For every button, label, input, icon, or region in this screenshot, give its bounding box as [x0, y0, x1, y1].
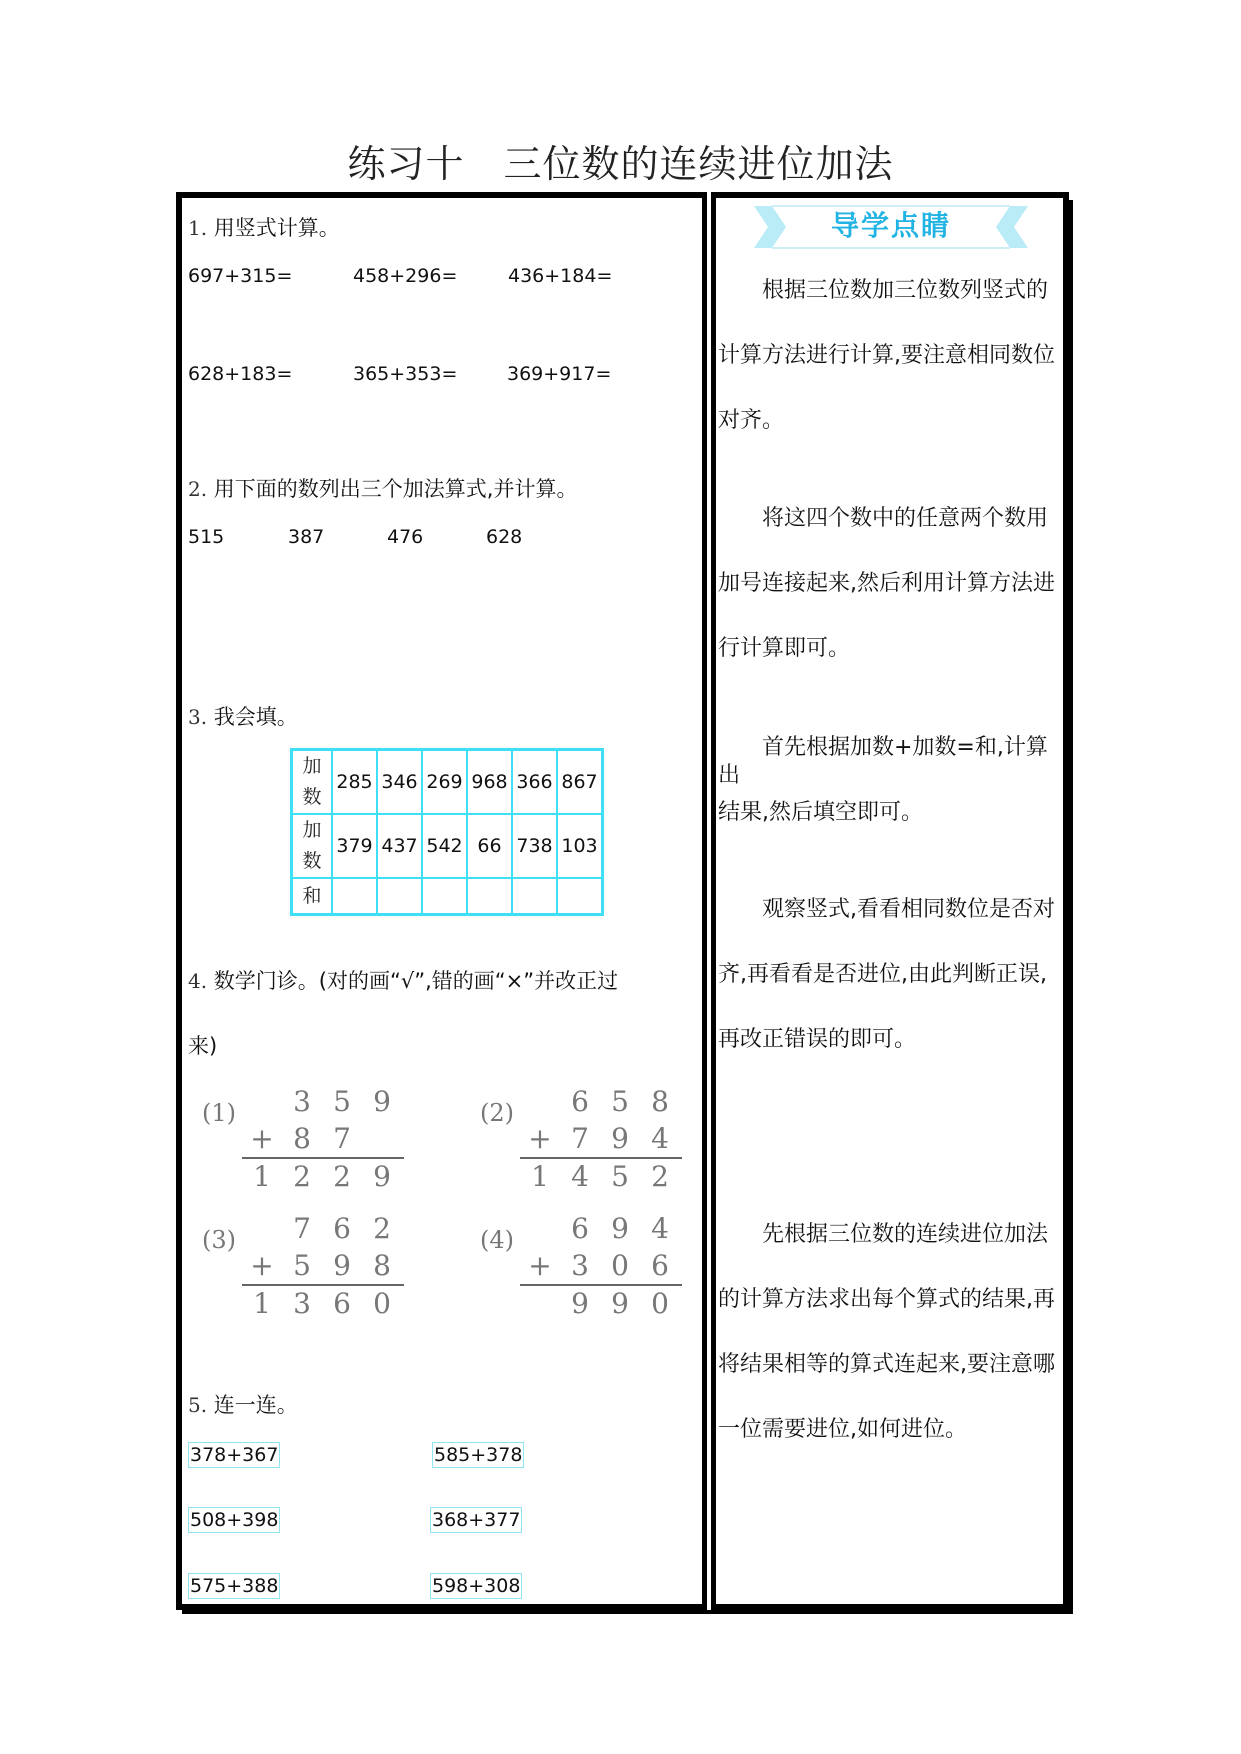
q1-expr: 458+296= — [353, 265, 458, 287]
problem-label: (1) — [202, 1099, 236, 1127]
digit: 0 — [611, 1249, 629, 1282]
q2-number: 387 — [288, 526, 325, 548]
guide-line: 再改正错误的即可。 — [718, 1027, 917, 1052]
guide-line: 齐,再看看是否进位,由此判断正误, — [718, 962, 1047, 987]
digit: 4 — [651, 1122, 669, 1155]
row-header-addend: 加 数 — [292, 814, 333, 878]
guide-line: 将这四个数中的任意两个数用 — [718, 506, 1049, 531]
table-cell: 285 — [332, 750, 377, 815]
q1-heading: 1. 用竖式计算。 — [188, 216, 340, 240]
digit: 7 — [333, 1122, 351, 1155]
table-cell: 366 — [512, 750, 557, 815]
digit: 2 — [651, 1160, 669, 1193]
table-cell: 542 — [422, 814, 467, 878]
plus-sign: + — [250, 1122, 274, 1155]
digit: 6 — [333, 1212, 351, 1245]
problem-label: (2) — [480, 1099, 514, 1127]
frame-shadow-right — [1069, 200, 1073, 1614]
guide-line: 的计算方法求出每个算式的结果,再 — [718, 1287, 1055, 1312]
digit: 3 — [571, 1249, 589, 1282]
problem-label: (3) — [202, 1226, 236, 1254]
match-right-expr[interactable]: 585+378 — [434, 1444, 523, 1466]
q2-number: 476 — [387, 526, 424, 548]
plus-sign: + — [528, 1122, 552, 1155]
q1-expr: 365+353= — [353, 363, 458, 385]
frame-shadow-bottom — [182, 1610, 1073, 1614]
table-cell: 867 — [557, 750, 603, 815]
digit: 9 — [611, 1212, 629, 1245]
guide-line: 先根据三位数的连续进位加法 — [718, 1222, 1049, 1247]
sum-cell[interactable] — [557, 878, 603, 915]
digit: 2 — [293, 1160, 311, 1193]
guide-line: 结果,然后填空即可。 — [718, 800, 923, 825]
problem-label: (4) — [480, 1226, 514, 1254]
digit: 9 — [611, 1122, 629, 1155]
sum-cell[interactable] — [332, 878, 377, 915]
digit: 8 — [373, 1249, 391, 1282]
digit: 6 — [651, 1249, 669, 1282]
q1-expr: 436+184= — [508, 265, 613, 287]
guide-line: 行计算即可。 — [718, 636, 851, 661]
plus-sign: + — [250, 1249, 274, 1282]
q4-heading: 4. 数学门诊。(对的画“√”,错的画“×”并改正过 — [188, 969, 619, 993]
match-right-expr[interactable]: 598+308 — [432, 1575, 521, 1597]
digit: 6 — [333, 1287, 351, 1320]
digit: 9 — [333, 1249, 351, 1282]
row-header-addend: 加 数 — [292, 750, 333, 815]
digit: 5 — [333, 1085, 351, 1118]
table-cell: 346 — [377, 750, 422, 815]
guide-banner-title: 导学点睛 — [830, 209, 951, 242]
digit: 5 — [611, 1160, 629, 1193]
match-right-expr[interactable]: 368+377 — [432, 1509, 521, 1531]
digit: 4 — [651, 1212, 669, 1245]
match-left-expr[interactable]: 378+367 — [190, 1444, 279, 1466]
page-title: 练习十 三位数的连续进位加法 — [347, 142, 894, 186]
digit: 2 — [333, 1160, 351, 1193]
digit: 3 — [293, 1287, 311, 1320]
table-cell: 103 — [557, 814, 603, 878]
table-cell: 66 — [467, 814, 512, 878]
guide-line: 加号连接起来,然后利用计算方法进 — [718, 571, 1055, 596]
q2-number: 515 — [188, 526, 225, 548]
match-left-expr[interactable]: 575+388 — [190, 1575, 279, 1597]
digit: 1 — [531, 1160, 549, 1193]
digit: 6 — [571, 1085, 589, 1118]
q1-expr: 369+917= — [507, 363, 612, 385]
sum-cell[interactable] — [377, 878, 422, 915]
digit: 3 — [293, 1085, 311, 1118]
table-cell: 738 — [512, 814, 557, 878]
guide-line: 根据三位数加三位数列竖式的 — [718, 278, 1049, 303]
digit: 4 — [571, 1160, 589, 1193]
match-left-expr[interactable]: 508+398 — [190, 1509, 279, 1531]
q5-heading: 5. 连一连。 — [188, 1393, 298, 1417]
fill-table — [290, 748, 604, 916]
column-divider — [702, 192, 716, 1610]
guide-line: 观察竖式,看看相同数位是否对 — [718, 897, 1055, 922]
sum-cell[interactable] — [512, 878, 557, 915]
digit: 1 — [253, 1287, 271, 1320]
q1-expr: 628+183= — [188, 363, 293, 385]
digit: 0 — [651, 1287, 669, 1320]
digit: 5 — [611, 1085, 629, 1118]
digit: 8 — [651, 1085, 669, 1118]
digit: 1 — [253, 1160, 271, 1193]
q1-expr: 697+315= — [188, 265, 293, 287]
digit: 7 — [293, 1212, 311, 1245]
digit: 8 — [293, 1122, 311, 1155]
guide-line: 首先根据加数+加数=和,计算出 — [718, 735, 1048, 788]
q2-heading: 2. 用下面的数列出三个加法算式,并计算。 — [188, 477, 578, 501]
table-cell: 437 — [377, 814, 422, 878]
digit: 9 — [571, 1287, 589, 1320]
digit: 9 — [611, 1287, 629, 1320]
q3-heading: 3. 我会填。 — [188, 705, 298, 729]
digit: 2 — [373, 1212, 391, 1245]
digit: 6 — [571, 1212, 589, 1245]
guide-line: 将结果相等的算式连起来,要注意哪 — [718, 1352, 1055, 1377]
table-cell: 968 — [467, 750, 512, 815]
digit: 7 — [571, 1122, 589, 1155]
digit: 0 — [373, 1287, 391, 1320]
plus-sign: + — [528, 1249, 552, 1282]
guide-line: 对齐。 — [718, 408, 785, 433]
sum-cell[interactable] — [467, 878, 512, 915]
digit: 5 — [293, 1249, 311, 1282]
guide-line: 计算方法进行计算,要注意相同数位 — [718, 343, 1055, 368]
q2-number: 628 — [486, 526, 523, 548]
guide-line: 一位需要进位,如何进位。 — [718, 1417, 967, 1442]
table-cell: 379 — [332, 814, 377, 878]
table-cell: 269 — [422, 750, 467, 815]
digit: 9 — [373, 1085, 391, 1118]
row-header-sum: 和 — [292, 878, 333, 915]
sum-cell[interactable] — [422, 878, 467, 915]
q4-heading-cont: 来) — [188, 1034, 218, 1058]
digit: 9 — [373, 1160, 391, 1193]
